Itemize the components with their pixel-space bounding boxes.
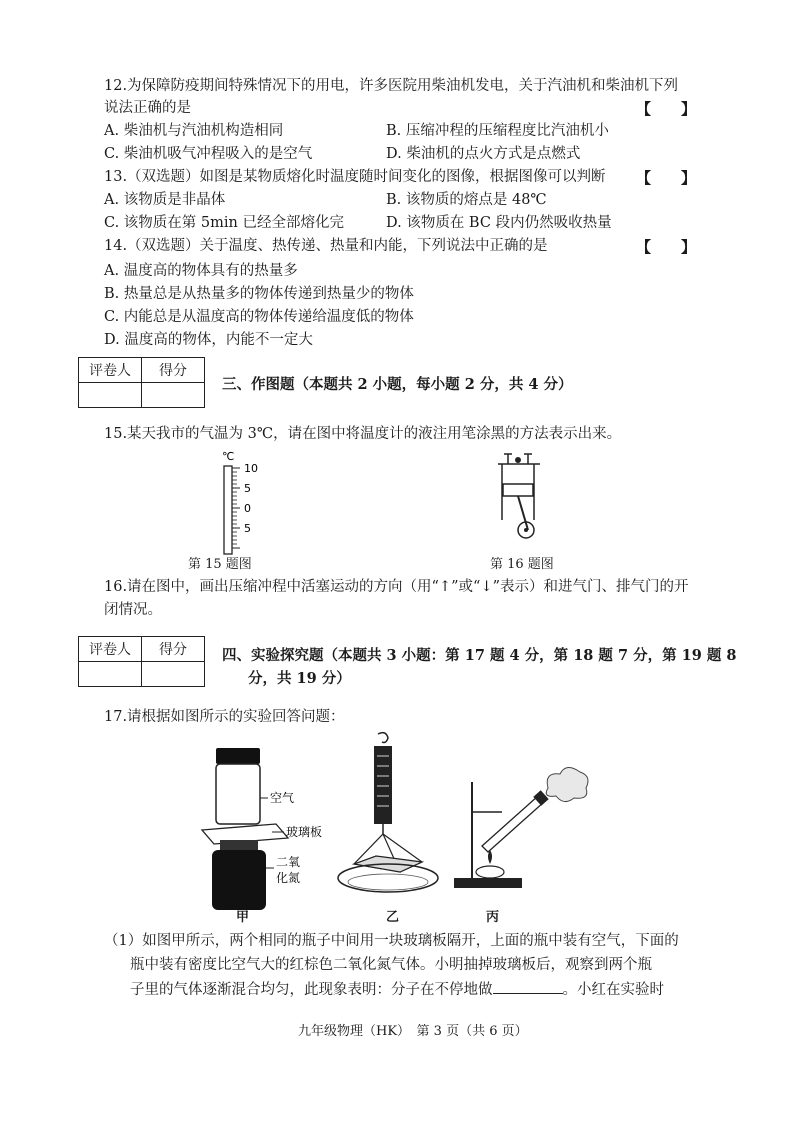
- q17-part1-line3-before: 子里的气体逐渐混合均匀，此现象表明：分子在不停地做: [130, 982, 493, 998]
- engine-cylinder-figure: [488, 450, 548, 550]
- q15-stem: 15.某天我市的气温为 3℃，请在图中将温度计的液注用笔涂黑的方法表示出来。: [104, 426, 622, 442]
- thermometer-unit: ℃: [222, 450, 235, 463]
- q13-stem: 13.（双选题）如图是某物质熔化时温度随时间变化的图像，根据图像可以判断: [104, 169, 606, 185]
- page-footer: 九年级物理（HK） 第 3 页（共 6 页）: [298, 1024, 528, 1039]
- score-header: 得分: [142, 358, 205, 383]
- q15-caption: 第 15 题图: [188, 557, 252, 572]
- figure-label-bing: 丙: [486, 910, 500, 925]
- reviewer-header: 评卷人: [79, 358, 142, 383]
- q14-option-a: A. 温度高的物体具有的热量多: [104, 263, 298, 279]
- q14-answer-bracket[interactable]: 【 】: [636, 238, 697, 256]
- reviewer-cell[interactable]: [79, 662, 142, 687]
- q13-option-a: A. 该物质是非晶体: [104, 192, 226, 208]
- tick-label-5-lower: 5: [244, 522, 251, 535]
- q14-option-c: C. 内能总是从温度高的物体传递给温度低的物体: [104, 309, 414, 325]
- upper-bottle-air: [216, 764, 260, 824]
- thermometer-figure: [200, 448, 280, 558]
- tick-label-5-upper: 5: [244, 482, 251, 495]
- q12-option-b: B. 压缩冲程的压缩程度比汽油机小: [386, 123, 609, 139]
- section4-title-line1: 四、实验探究题（本题共 3 小题：第 17 题 4 分，第 18 题 7 分，第 19 题 8: [222, 647, 737, 664]
- reviewer-header: 评卷人: [79, 637, 142, 662]
- hook: [378, 733, 388, 743]
- figure-label-yi: 乙: [386, 910, 400, 925]
- q14-stem: 14.（双选题）关于温度、热传递、热量和内能，下列说法中正确的是: [104, 238, 548, 254]
- figure-label-jia: 甲: [236, 910, 250, 925]
- tick-label-10: 10: [244, 462, 258, 475]
- score-box-section4: [78, 636, 205, 687]
- cylinder-head: [498, 454, 540, 464]
- q12-option-d: D. 柴油机的点火方式是点燃式: [386, 146, 581, 162]
- q12-option-a: A. 柴油机与汽油机构造相同: [104, 123, 284, 139]
- q14-option-b: B. 热量总是从热量多的物体传递到热量少的物体: [104, 286, 414, 302]
- q12-answer-bracket[interactable]: 【 】: [636, 100, 697, 118]
- q12-option-c: C. 柴油机吸气冲程吸入的是空气: [104, 146, 313, 162]
- lower-bottle-neck: [220, 840, 258, 850]
- q17-part1-line3: [130, 979, 664, 1000]
- q12-stem-line1: 12.为保障防疫期间特殊情况下的用电，许多医院用柴油机发电，关于汽油机和柴油机下列: [104, 78, 679, 94]
- score-cell[interactable]: [142, 662, 205, 687]
- label-air: 空气: [270, 791, 295, 805]
- answer-blank-q17-1[interactable]: [493, 979, 563, 994]
- label-glass-plate: 玻璃板: [286, 825, 323, 839]
- figure-bing-test-tube: [452, 766, 592, 896]
- score-box-section3: [78, 357, 205, 408]
- score-cell[interactable]: [142, 383, 205, 408]
- test-tube: [482, 796, 544, 852]
- q17-part1-line2: 瓶中装有密度比空气大的红棕色二氧化氮气体。小明抽掉玻璃板后，观察到两个瓶: [130, 957, 652, 973]
- stand-base: [454, 878, 522, 888]
- spring-scale-body: [374, 746, 392, 824]
- label-no2-line2: 化氮: [276, 871, 301, 885]
- thermometer-scale: [232, 468, 240, 548]
- steam-cloud: [546, 767, 588, 801]
- tick-label-0: 0: [244, 502, 251, 515]
- q17-stem: 17.请根据如图所示的实验回答问题：: [104, 709, 345, 725]
- label-no2-line1: 二氧: [276, 855, 301, 869]
- q13-option-c: C. 该物质在第 5min 已经全部熔化完: [104, 215, 344, 231]
- q17-part1-line3-after: 。小红在实验时: [562, 982, 664, 998]
- q16-caption: 第 16 题图: [490, 557, 554, 572]
- figure-jia-diffusion: [196, 738, 336, 918]
- q16-stem-line1: 16.请在图中，画出压缩冲程中活塞运动的方向（用“↑”或“↓”表示）和进气门、排气门的开: [104, 579, 689, 595]
- q17-part1-line1: （1）如图甲所示，两个相同的瓶子中间用一块玻璃板隔开，上面的瓶中装有空气，下面的: [104, 933, 679, 949]
- q16-stem-line2: 闭情况。: [104, 602, 162, 618]
- q13-answer-bracket[interactable]: 【 】: [636, 169, 697, 187]
- thermometer-tube[interactable]: [224, 466, 232, 554]
- figure-yi-spring-scale: [336, 730, 446, 910]
- upper-bottle-cap: [216, 748, 260, 764]
- lower-bottle-no2: [212, 850, 266, 910]
- section3-title: 三、作图题（本题共 2 小题，每小题 2 分，共 4 分）: [222, 376, 573, 393]
- q12-stem-line2: 说法正确的是: [104, 100, 191, 116]
- section4-title-line2: 分，共 19 分）: [248, 670, 351, 687]
- score-header: 得分: [142, 637, 205, 662]
- piston[interactable]: [503, 484, 533, 496]
- alcohol-lamp: [476, 866, 504, 878]
- q13-option-b: B. 该物质的熔点是 48℃: [386, 192, 547, 208]
- q14-option-d: D. 温度高的物体，内能不一定大: [104, 332, 313, 348]
- q13-option-d: D. 该物质在 BC 段内仍然吸收热量: [386, 215, 612, 231]
- reviewer-cell[interactable]: [79, 383, 142, 408]
